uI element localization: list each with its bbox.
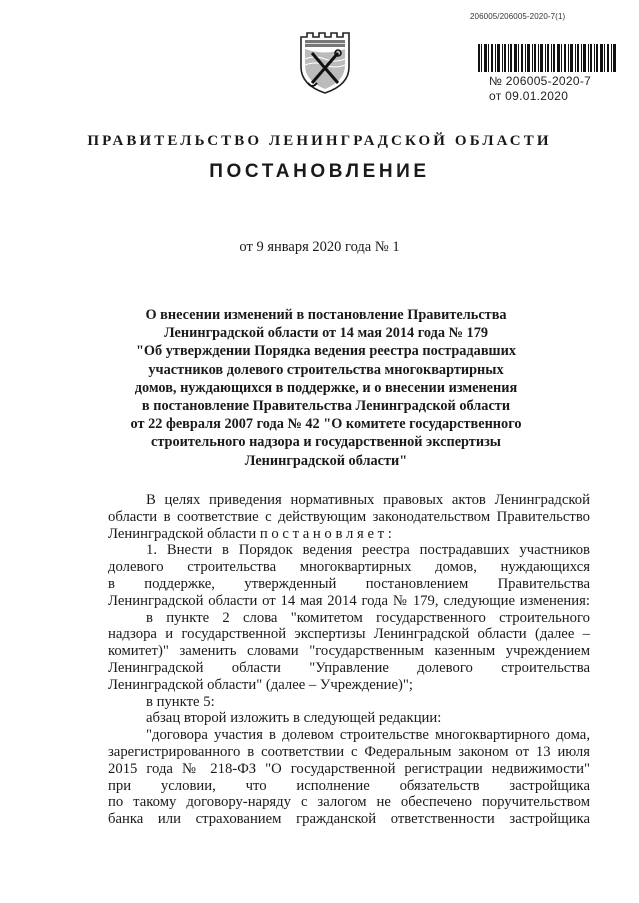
body-line: комитет)" заменить словами "государственным казенным учреждением: [108, 643, 590, 660]
document-body: [108, 492, 590, 828]
body-line: при условии, что исполнение обязательств застройщика: [108, 777, 590, 794]
body-line: области в соответствие с действующим законодательством Правительство: [108, 508, 590, 525]
document-code: 206005/206005-2020-7(1): [470, 12, 566, 21]
body-line: "договора участия в долевом строительстве многоквартирного дома,: [146, 727, 590, 744]
subject-line: Ленинградской области от 14 мая 2014 года № 179: [164, 325, 488, 342]
body-line: в пункте 2 слова "комитетом государственного строительного: [146, 609, 590, 626]
subject-line: в постановление Правительства Ленинградской области: [141, 398, 511, 415]
subject-line: строительного надзора и государственной экспертизы: [151, 434, 501, 451]
document-subject: [112, 306, 540, 470]
subject-line: Ленинградской области": [244, 452, 408, 469]
body-line: 2015 года № 218-ФЗ "О государственной регистрации недвижимости": [108, 760, 590, 777]
body-line: абзац второй изложить в следующей редакции:: [146, 710, 442, 727]
subject-line: от 22 февраля 2007 года № 42 "О комитете государственного: [130, 416, 522, 433]
body-line: по такому договору-наряду с залогом не обеспечено поручительством: [108, 794, 590, 811]
body-line: Ленинградской области" (далее – Учреждение)";: [108, 676, 413, 693]
body-line: Ленинградской области "Управление долевого строительства: [108, 659, 590, 676]
document-type: ПОСТАНОВЛЕНИЕ: [209, 161, 430, 182]
registration-date: от 09.01.2020: [489, 89, 569, 103]
body-line: в поддержке, утвержденный постановлением Правительства: [108, 575, 590, 592]
body-line: долевого строительства многоквартирных домов, нуждающихся: [108, 559, 590, 576]
body-line: 1. Внести в Порядок ведения реестра пострадавших участников: [146, 542, 590, 559]
subject-line: домов, нуждающихся в поддержке, и о внесении изменения: [134, 379, 518, 396]
subject-line: О внесении изменений в постановление Правительства: [145, 307, 507, 323]
registration-number: № 206005-2020-7: [489, 74, 592, 88]
body-line: Ленинградской области от 14 мая 2014 года № 179, следующие изменения:: [108, 592, 590, 609]
body-line: зарегистрированного в соответствии с Федеральным законом от 13 июля: [108, 743, 590, 760]
body-line: банка или страхованием гражданской ответственности застройщика: [108, 811, 590, 828]
body-line: в пункте 5:: [146, 693, 215, 710]
coat-of-arms-icon: [297, 29, 353, 95]
document-date: от 9 января 2020 года № 1: [239, 239, 400, 255]
body-line: Ленинградской области п о с т а н о в л я е т :: [108, 525, 392, 542]
body-line: надзора и государственной экспертизы Ленинградской области (далее –: [108, 626, 590, 643]
government-title: ПРАВИТЕЛЬСТВО ЛЕНИНГРАДСКОЙ ОБЛАСТИ: [87, 133, 552, 149]
subject-line: "Об утверждении Порядка ведения реестра пострадавших: [136, 343, 516, 360]
body-line: В целях приведения нормативных правовых актов Ленинградской: [146, 492, 590, 508]
subject-line: участников долевого строительства многоквартирных: [148, 361, 504, 378]
barcode-icon: [478, 44, 616, 72]
